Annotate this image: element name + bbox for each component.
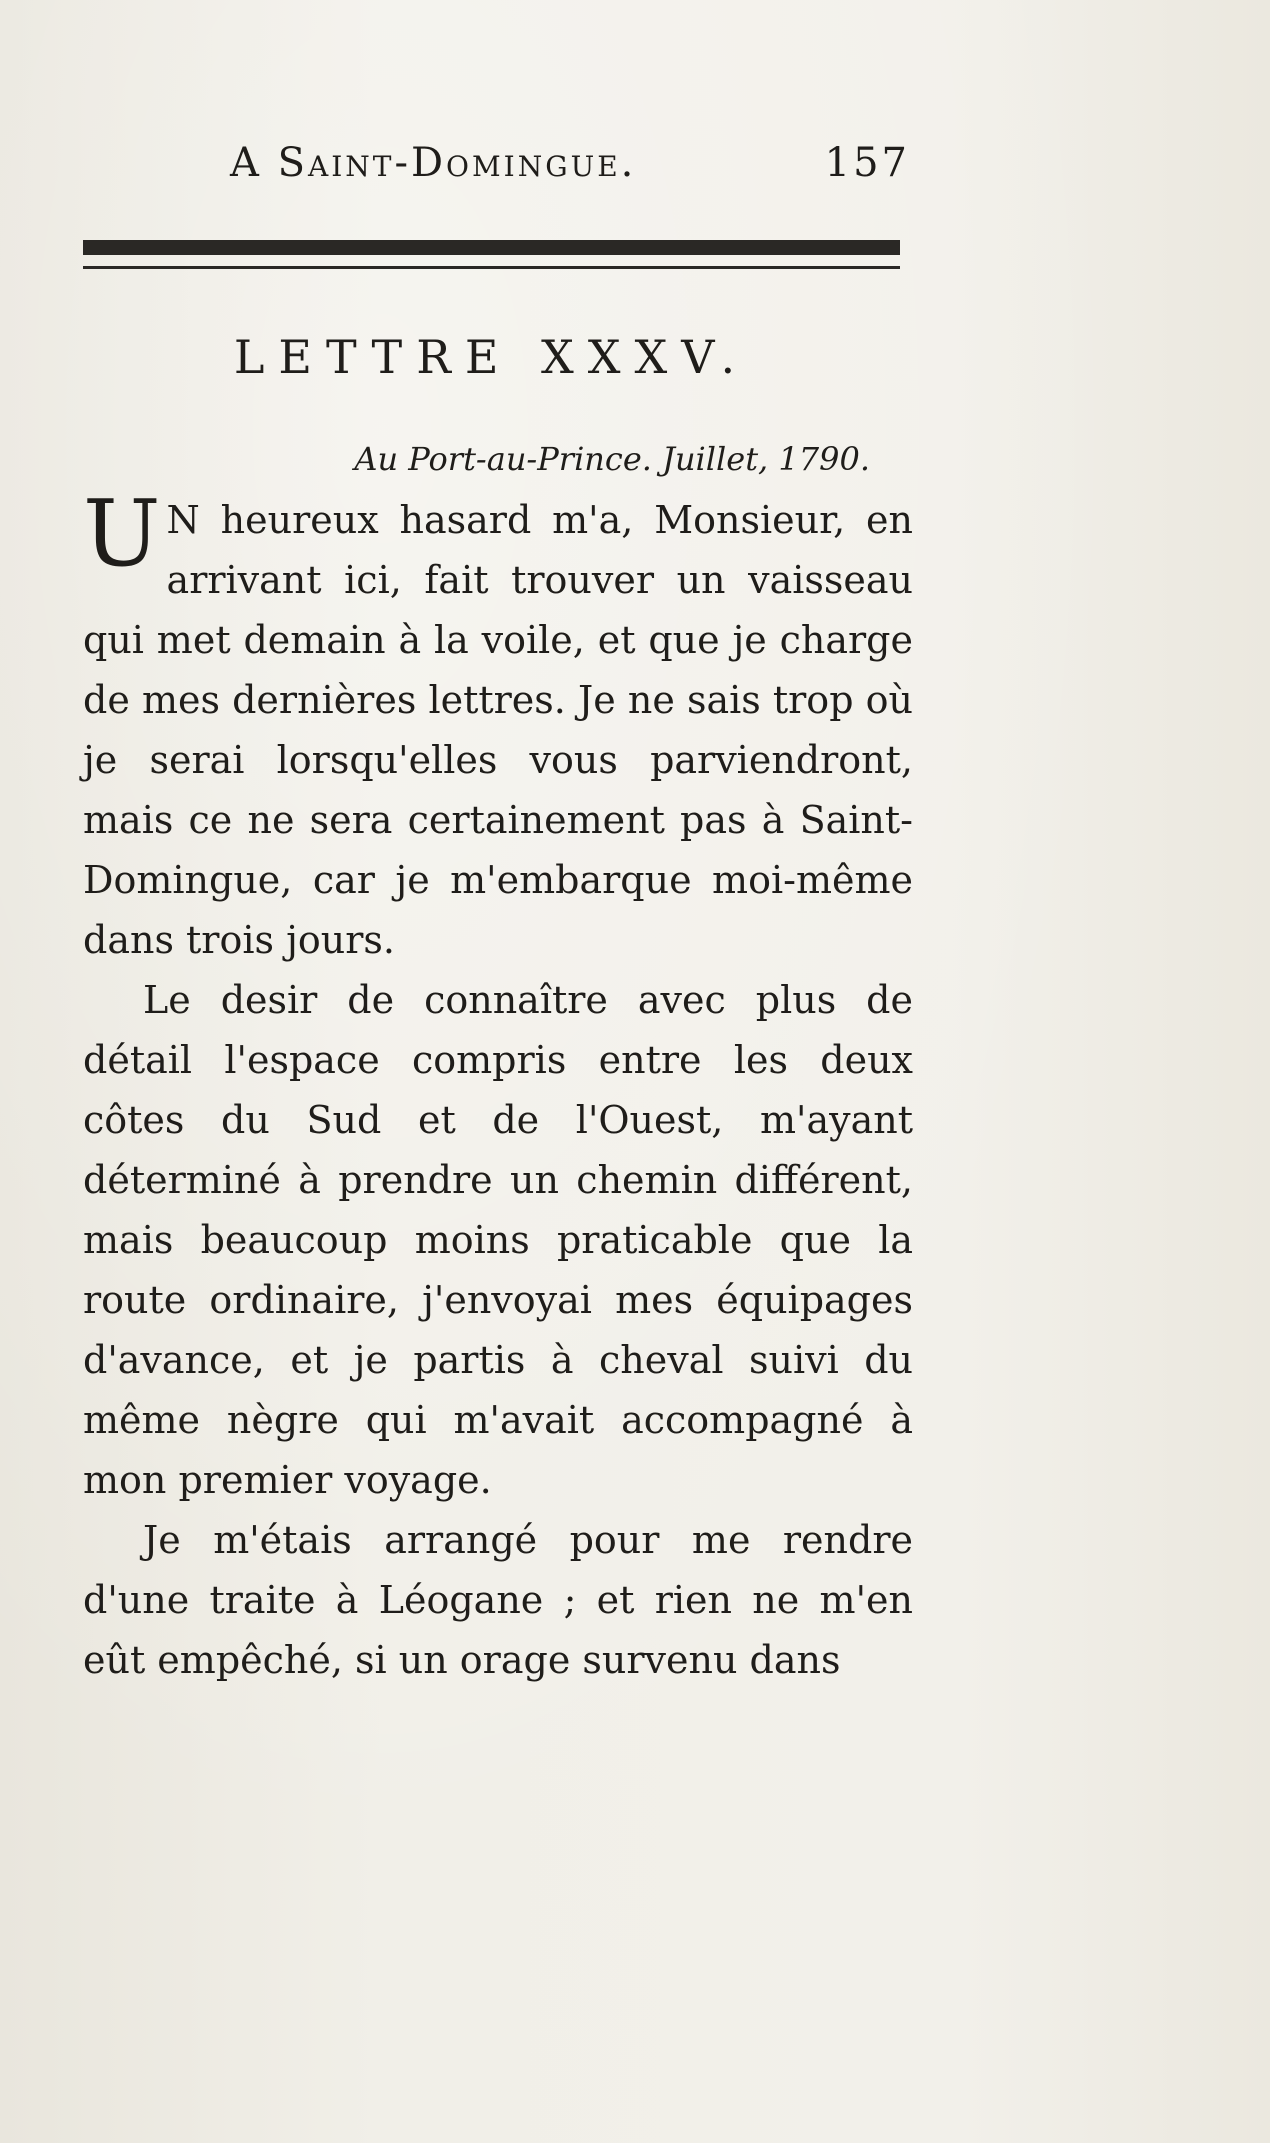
paragraph-3: Je m'étais arrangé pour me rendre d'une traite à Léogane ; et rien ne m'en eût empêché, si un orage survenu dans [83, 1518, 913, 1682]
page-number: 157 [824, 140, 910, 186]
header-rule-thick [83, 240, 900, 255]
paragraph-2: Le desir de connaître avec plus de détail l'espace compris entre les deux côtes du Sud et de l'Ouest, m'ayant déterminé à prendre un chemin différent, mais beaucoup moins praticable que la route ordinaire, j'envoyai mes équipages d'avance, et je partis à cheval suivi du même nègre qui m'avait accompagné à mon premier voyage. [83, 978, 913, 1502]
paragraph-1 [83, 480, 913, 970]
letter-title: LETTRE XXXV. [233, 330, 750, 384]
letter-dateline: Au Port-au-Prince. Juillet, 1790. [354, 440, 870, 478]
drop-cap: U [83, 480, 161, 587]
running-head [230, 140, 910, 190]
paragraph-1-text: heureux hasard m'a, Monsieur, en arrivant ici, fait trouver un vaisseau qui met demain à la voile, et que je charge de mes dernières lettres. Je ne sais trop où je serai lorsqu'elles vous parviendront, mais ce ne sera certainement pas à Saint-Domingue, car je m'embarque moi-même dans trois jours. [83, 498, 913, 962]
running-title: A Saint-Domingue. [230, 140, 637, 186]
body-text [83, 480, 913, 1690]
drop-cap-continuation: N [166, 498, 200, 542]
header-rule-thin [83, 266, 900, 269]
